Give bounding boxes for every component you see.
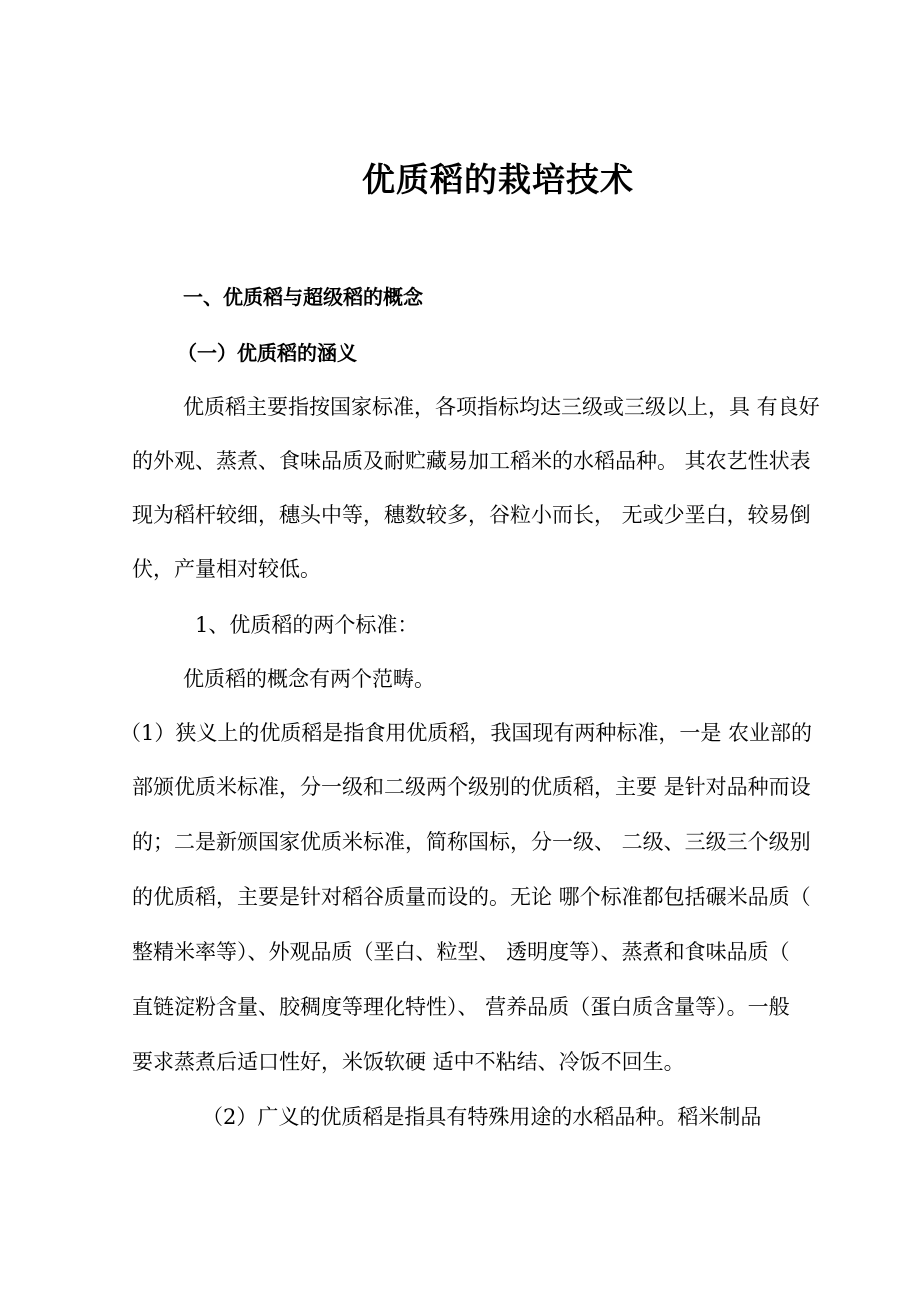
paragraph-line: （2）广义的优质稻是指具有特殊用途的水稻品种。稻米制品 — [202, 1105, 762, 1129]
paragraph-line: （1）狭义上的优质稻是指食用优质稻，我国现有两种标准，一是 农业部的 — [120, 721, 813, 745]
paragraph-line: 要求蒸煮后适口性好，米饭软硬 适中不粘结、冷饭不回生。 — [132, 1050, 685, 1074]
paragraph-line: 的；二是新颁国家优质米标准，简称国标，分一级、 二级、三级三个级别 — [132, 830, 811, 854]
paragraph-line: 直链淀粉含量、胶稠度等理化特性）、 营养品质（蛋白质含量等）。一般 — [132, 995, 790, 1019]
paragraph-line: 优质稻主要指按国家标准，各项指标均达三级或三级以上，具 有良好 — [183, 395, 820, 419]
paragraph-line: 的优质稻，主要是针对稻谷质量而设的。无论 哪个标准都包括碾米品质（ — [132, 885, 811, 909]
item-heading-two-standards: 1、优质稻的两个标准： — [195, 613, 419, 637]
paragraph-line: 伏，产量相对较低。 — [132, 557, 321, 581]
subsection-heading-meaning: （一）优质稻的涵义 — [177, 341, 357, 365]
paragraph-line: 优质稻的概念有两个范畴。 — [183, 667, 435, 691]
section-heading-concepts: 一、优质稻与超级稻的概念 — [183, 285, 423, 309]
paragraph-line: 的外观、蒸煮、食味品质及耐贮藏易加工稻米的水稻品种。 其农艺性状表 — [132, 449, 811, 473]
paragraph-line: 整精米率等）、外观品质（垩白、粒型、 透明度等）、蒸煮和食味品质（ — [132, 940, 790, 964]
paragraph-line: 现为稻杆较细，穗头中等，穗数较多，谷粒小而长， 无或少垩白，较易倒 — [132, 503, 811, 527]
document-title: 优质稻的栽培技术 — [362, 160, 634, 199]
paragraph-line: 部颁优质米标准，分一级和二级两个级别的优质稻，主要 是针对品种而设 — [132, 775, 811, 799]
